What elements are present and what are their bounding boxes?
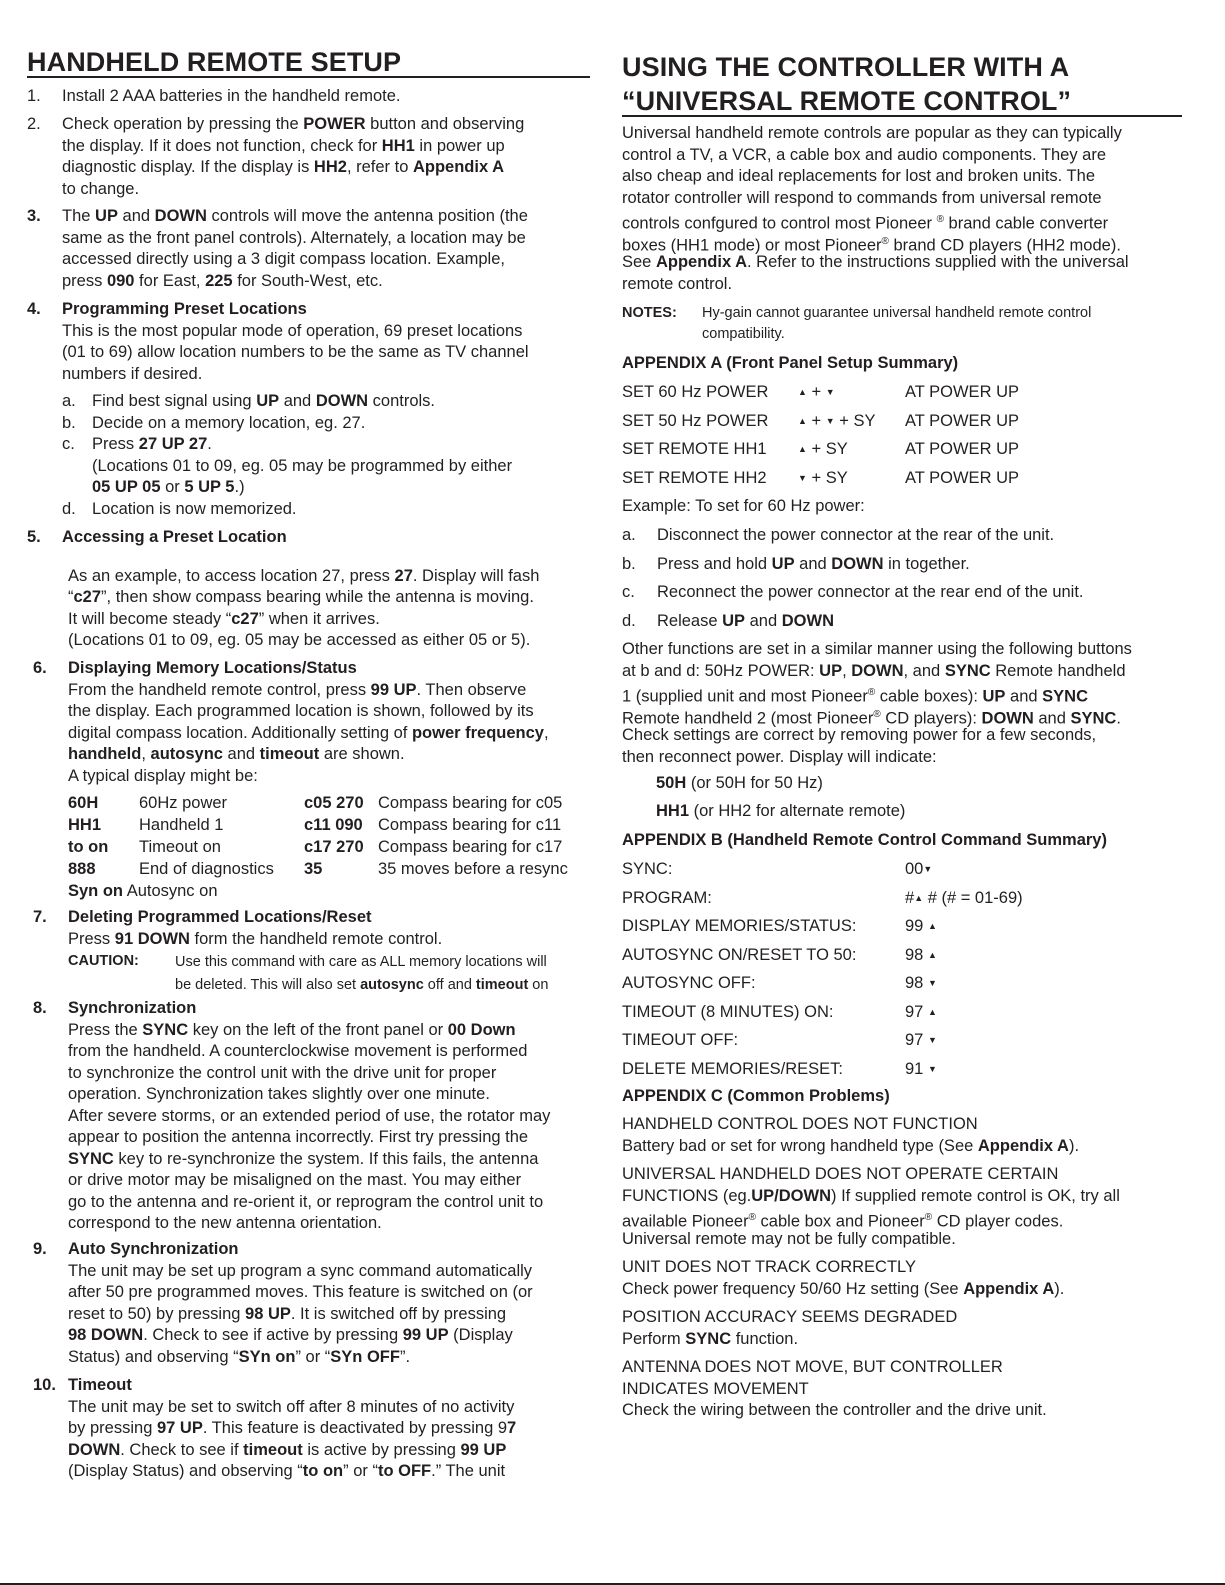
display-meaning: End of diagnostics <box>139 860 274 878</box>
substep-text: Decide on a memory location, eg. 27. <box>92 413 366 432</box>
up-arrow-icon: ▲ <box>798 444 807 454</box>
step-number: 1. <box>27 87 41 105</box>
bold-term: timeout <box>243 1440 303 1459</box>
section-title-line-1: USING THE CONTROLLER WITH A <box>622 52 1070 82</box>
problem-line: UNIVERSAL HANDHELD DOES NOT OPERATE CERTAIN <box>622 1165 1059 1183</box>
appendix-a-row <box>622 468 1182 490</box>
step-number: 10. <box>33 1376 56 1394</box>
example-step-text: Reconnect the power connector at the rear end of the unit. <box>657 583 1084 601</box>
display-code: HH1 <box>68 816 102 834</box>
display-code: Syn on <box>68 882 124 900</box>
bearing-meaning: Compass bearing for c11 <box>378 816 562 834</box>
display-row <box>68 793 608 815</box>
step-text-line: As an example, to access location 27, press 27. Display will fash <box>68 566 540 585</box>
substep-text: Find best signal using UP and DOWN controls. <box>92 392 436 410</box>
bold-term: DOWN <box>831 554 884 573</box>
bold-term: HH1 <box>381 136 415 155</box>
command-row <box>622 1030 1182 1052</box>
display-row <box>68 837 608 859</box>
step-text-line: From the handheld remote control, press 99 UP. Then observe <box>68 680 527 699</box>
bold-term: Appendix A <box>963 1279 1055 1298</box>
bold-term: SYNC <box>1042 687 1088 706</box>
down-arrow-icon: ▼ <box>927 1063 937 1074</box>
bold-term: handheld <box>68 745 142 763</box>
command-row <box>622 1059 1182 1081</box>
setting-name: SET REMOTE HH2 <box>622 468 767 487</box>
bold-term: UP <box>256 392 280 410</box>
step-text-line: after 50 pre programmed moves. This feature is switched on (or <box>68 1283 533 1301</box>
intro-text-line: controls confgured to control most Pioneer ® brand cable converter <box>622 214 1109 233</box>
bold-term: 91 DOWN <box>114 929 190 948</box>
bold-term: 97 UP <box>156 1419 203 1437</box>
other-functions-line: then reconnect power. Display will indicate: <box>622 747 937 766</box>
other-functions-line: Check settings are correct by removing power for a few seconds, <box>622 726 1097 744</box>
step-text-line: reset to 50) by pressing 98 UP. It is switched off by pressing <box>68 1304 507 1323</box>
typical-display-table <box>68 793 608 903</box>
bold-term: Deleting Programmed Locations/Reset <box>68 908 372 926</box>
bold-term: UP <box>722 611 746 630</box>
bold-term: Synchronization <box>68 999 197 1017</box>
setting-name: SET 60 Hz POWER <box>622 383 769 401</box>
key-combination: ▲ + ▼ + SY <box>798 411 876 430</box>
substep-letter: a. <box>62 392 76 410</box>
bold-term: UP <box>982 687 1006 706</box>
bold-term: 090 <box>106 271 135 290</box>
step-text-line: from the handheld. A counterclockwise movement is performed <box>68 1042 528 1060</box>
intro-text-line: control a TV, a VCR, a cable box and audio components. They are <box>622 145 1106 164</box>
key-combination: ▼ + SY <box>798 468 848 487</box>
down-arrow-icon: ▼ <box>825 387 835 397</box>
step-text-line: numbers if desired. <box>62 364 203 383</box>
appendix-c-title: APPENDIX C (Common Problems) <box>622 1087 890 1105</box>
step-number: 3. <box>27 207 41 225</box>
bearing-code: 35 <box>304 860 323 878</box>
problem-line: HANDHELD CONTROL DOES NOT FUNCTION <box>622 1115 978 1133</box>
bearing-meaning: 35 moves before a resync <box>378 860 568 878</box>
bold-term: SYNC <box>1070 709 1117 727</box>
notes-label: NOTES: <box>622 305 677 321</box>
bold-term: DOWN <box>154 207 207 225</box>
command-name: TIMEOUT OFF: <box>622 1031 739 1049</box>
bold-term: timeout <box>259 745 320 763</box>
substep-text: (Locations 01 to 09, eg. 05 may be programmed by either <box>92 456 513 475</box>
command-row <box>622 945 1182 967</box>
registered-mark: ® <box>936 214 944 225</box>
bearing-meaning: Compass bearing for c17 <box>378 838 563 856</box>
bold-term: UP <box>95 207 118 225</box>
appendix-a-title: APPENDIX A (Front Panel Setup Summary) <box>622 354 959 372</box>
problem-line: Universal remote may not be fully compatible. <box>622 1229 956 1248</box>
step-text-line: DOWN. Check to see if timeout is active by pressing 99 UP <box>68 1440 507 1459</box>
example-step-letter: d. <box>622 611 636 630</box>
bold-term: UP/DOWN <box>751 1186 832 1205</box>
problem-line: FUNCTIONS (eg.UP/DOWN) If supplied remote control is OK, try all <box>622 1186 1120 1205</box>
section-title-line-2: “UNIVERSAL REMOTE CONTROL” <box>622 86 1072 116</box>
example-step-text: Press and hold UP and DOWN in together. <box>657 554 970 573</box>
bold-term: SYNC <box>944 661 991 680</box>
down-arrow-icon: ▼ <box>798 472 807 483</box>
setting-timing: AT POWER UP <box>905 468 1019 487</box>
down-arrow-icon: ▼ <box>927 1035 937 1045</box>
display-row: Syn on Autosync on <box>68 882 218 900</box>
bold-term: 50H <box>656 774 687 792</box>
example-step-letter: a. <box>622 526 636 544</box>
step-text-line: It will become steady “c27” when it arrives. <box>68 609 380 628</box>
step-text-line: After severe storms, or an extended period of use, the rotator may <box>68 1106 551 1125</box>
bold-term: SYNC <box>142 1020 189 1039</box>
command-keys: 99 ▲ <box>905 917 937 935</box>
intro-text-line: Universal handheld remote controls are popular as they can typically <box>622 124 1122 142</box>
bold-term: timeout <box>475 977 529 993</box>
bold-term: 98 DOWN <box>68 1326 144 1344</box>
bearing-meaning: Compass bearing for c05 <box>378 794 563 812</box>
step-text-line: “c27”, then show compass bearing while the antenna is moving. <box>68 588 534 606</box>
up-arrow-icon: ▲ <box>927 1006 937 1017</box>
registered-mark: ® <box>867 687 876 698</box>
bearing-code: c11 090 <box>304 816 363 834</box>
bold-term: Displaying Memory Locations/Status <box>68 659 357 677</box>
step-text-line: Press the SYNC key on the left of the front panel or 00 Down <box>68 1020 516 1039</box>
caution-text: Use this command with care as ALL memory locations will <box>175 954 547 970</box>
command-keys: 97 ▼ <box>905 1031 937 1049</box>
step-heading <box>62 527 592 549</box>
problem-line: Battery bad or set for wrong handheld type (See Appendix A). <box>622 1136 1080 1155</box>
command-keys: 00▼ <box>905 860 933 878</box>
bold-term: Appendix A <box>977 1136 1069 1155</box>
step-text-line: correspond to the new antenna orientation. <box>68 1214 382 1232</box>
problem-line: Perform SYNC function. <box>622 1329 799 1348</box>
substep-letter: b. <box>62 413 76 432</box>
step-heading <box>68 998 598 1020</box>
command-name: DELETE MEMORIES/RESET: <box>622 1059 843 1078</box>
bold-term: Auto Synchronization <box>68 1240 239 1258</box>
command-name: PROGRAM: <box>622 888 712 907</box>
step-text-line: or drive motor may be misaligned on the mast. You may either <box>68 1171 522 1189</box>
bold-term: UP <box>771 554 795 573</box>
example-step-text: Disconnect the power connector at the rear of the unit. <box>657 526 1055 544</box>
bold-term: SYn OFF <box>330 1347 400 1366</box>
down-arrow-icon: ▼ <box>927 978 937 988</box>
substep-letter: d. <box>62 499 76 518</box>
bold-term: c27 <box>73 588 102 606</box>
example-step-letter: c. <box>622 583 635 601</box>
command-keys: 97 ▲ <box>905 1002 937 1021</box>
step-text-line: same as the front panel controls). Alternately, a location may be <box>62 228 526 247</box>
problem-line: INDICATES MOVEMENT <box>622 1379 809 1398</box>
setting-name: SET 50 Hz POWER <box>622 411 769 430</box>
bold-term: UP <box>819 661 843 680</box>
bold-term: Programming Preset Locations <box>62 300 307 318</box>
step-text-line: to synchronize the control unit with the drive unit for proper <box>68 1063 497 1082</box>
step-heading <box>62 299 592 321</box>
setting-timing: AT POWER UP <box>905 411 1019 430</box>
bold-term: 99 UP <box>402 1326 449 1344</box>
bold-term: Appendix A <box>655 253 748 271</box>
bold-term: autosync <box>360 977 424 993</box>
step-text-line: by pressing 97 UP. This feature is deactivated by pressing 97 <box>68 1419 517 1437</box>
step-text-line: SYNC key to re-synchronize the system. If this fails, the antenna <box>68 1149 539 1168</box>
display-row <box>68 815 608 837</box>
bold-term: 27 UP 27 <box>138 435 208 453</box>
bearing-code: c17 270 <box>304 838 364 856</box>
bold-term: power frequency <box>411 723 544 742</box>
step-number: 6. <box>33 659 47 677</box>
problem-line: Check the wiring between the controller and the drive unit. <box>622 1401 1047 1419</box>
bold-term: 7 <box>507 1419 517 1437</box>
caution-label: CAUTION: <box>68 953 139 969</box>
bold-term: 27 <box>394 566 413 585</box>
step-number: 2. <box>27 115 41 133</box>
step-text-line: digital compass location. Additionally setting of power frequency, <box>68 723 549 742</box>
step-text-line: the display. Each programmed location is shown, followed by its <box>68 702 534 720</box>
command-row <box>622 888 1182 910</box>
step-heading <box>68 1239 598 1261</box>
key-combination: ▲ + ▼ <box>798 383 835 401</box>
display-meaning: Timeout on <box>139 838 221 856</box>
appendix-a-row <box>622 382 1182 404</box>
step-number: 9. <box>33 1240 47 1258</box>
bold-term: 99 UP <box>460 1440 507 1459</box>
problem-line: Check power frequency 50/60 Hz setting (See Appendix A). <box>622 1279 1065 1298</box>
command-row <box>622 859 1182 881</box>
appendix-b-title: APPENDIX B (Handheld Remote Control Command Summary) <box>622 831 1107 849</box>
bold-term: DOWN <box>981 709 1034 727</box>
step-text-line: (Locations 01 to 09, eg. 05 may be accessed as either 05 or 5). <box>68 631 531 649</box>
bold-term: DOWN <box>315 392 369 410</box>
substep-text: 05 UP 05 or 5 UP 5.) <box>92 478 245 496</box>
display-meaning: 60Hz power <box>139 794 228 812</box>
bold-term: DOWN <box>68 1440 121 1459</box>
command-row <box>622 1002 1182 1024</box>
problem-line: ANTENNA DOES NOT MOVE, BUT CONTROLLER <box>622 1358 1003 1376</box>
step-text-line: handheld, autosync and timeout are shown. <box>68 745 405 763</box>
substep-letter: c. <box>62 435 75 453</box>
registered-mark: ® <box>873 708 881 720</box>
display-indication: HH1 (or HH2 for alternate remote) <box>656 802 906 820</box>
step-heading <box>68 907 598 929</box>
bold-term: c27 <box>231 609 259 628</box>
step-text-line: This is the most popular mode of operation, 69 preset locations <box>62 321 523 340</box>
command-keys: 91 ▼ <box>905 1059 937 1078</box>
up-arrow-icon: ▲ <box>798 415 807 426</box>
display-code: 888 <box>68 860 96 878</box>
down-arrow-icon: ▼ <box>825 415 835 426</box>
other-functions-line: 1 (supplied unit and most Pioneer® cable boxes): UP and SYNC <box>622 687 1088 706</box>
step-text-line: the display. If it does not function, check for HH1 in power up <box>62 136 505 155</box>
up-arrow-icon: ▲ <box>927 921 937 931</box>
step-text-line: operation. Synchronization takes slightly over one minute. <box>68 1085 490 1103</box>
bold-term: SYNC <box>685 1329 732 1348</box>
step-text-line: accessed directly using a 3 digit compass location. Example, <box>62 250 505 268</box>
step-text-line: 98 DOWN. Check to see if active by pressing 99 UP (Display <box>68 1326 513 1344</box>
example-step-text: Release UP and DOWN <box>657 611 834 630</box>
bold-term: 99 UP <box>370 680 417 699</box>
command-name: TIMEOUT (8 MINUTES) ON: <box>622 1002 834 1021</box>
section-title-handheld-remote-setup: HANDHELD REMOTE SETUP <box>27 45 590 78</box>
step-heading <box>68 658 598 680</box>
problem-line: POSITION ACCURACY SEEMS DEGRADED <box>622 1308 958 1326</box>
command-keys: #▲ # (# = 01-69) <box>905 888 1023 907</box>
display-indication: 50H (or 50H for 50 Hz) <box>656 774 823 792</box>
step-text-line: The unit may be set to switch off after 8 minutes of no activity <box>68 1397 515 1416</box>
up-arrow-icon: ▲ <box>927 949 937 960</box>
display-row <box>68 859 608 881</box>
other-functions-line: at b and d: 50Hz POWER: UP, DOWN, and SYNC Remote handheld <box>622 661 1126 680</box>
bold-term: HH2 <box>313 158 347 176</box>
bold-term: 5 UP 5 <box>184 478 235 496</box>
step-text-line: A typical display might be: <box>68 766 258 785</box>
appendix-a-row <box>622 411 1182 433</box>
bold-term: 225 <box>205 271 233 290</box>
down-arrow-icon: ▼ <box>923 864 933 874</box>
bold-term: Accessing a Preset Location <box>62 528 287 546</box>
display-code: 60H <box>68 794 99 812</box>
registered-mark: ® <box>748 1212 756 1223</box>
display-code: to on <box>68 838 109 856</box>
bold-term: to on <box>302 1462 344 1480</box>
command-name: AUTOSYNC OFF: <box>622 974 756 992</box>
intro-text-line: boxes (HH1 mode) or most Pioneer® brand CD players (HH2 mode). <box>622 235 1121 254</box>
substep-text: Location is now memorized. <box>92 499 297 518</box>
problem-line: available Pioneer® cable box and Pioneer® CD player codes. <box>622 1212 1064 1231</box>
step-text-line: to change. <box>62 179 140 198</box>
substep-text: Press 27 UP 27. <box>92 435 212 453</box>
bold-term: 00 Down <box>447 1020 516 1039</box>
step-number: 8. <box>33 999 47 1017</box>
setting-name: SET REMOTE HH1 <box>622 440 767 458</box>
command-name: SYNC: <box>622 860 673 878</box>
bold-term: 05 UP 05 <box>92 478 161 496</box>
up-arrow-icon: ▲ <box>914 892 924 903</box>
notes-text: Hy-gain cannot guarantee universal handheld remote control <box>702 305 1092 321</box>
command-row <box>622 916 1182 938</box>
step-text-line: Press 91 DOWN form the handheld remote control. <box>68 929 443 948</box>
other-functions-line: Remote handheld 2 (most Pioneer® CD players): DOWN and SYNC. <box>622 708 1121 727</box>
problem-line: UNIT DOES NOT TRACK CORRECTLY <box>622 1258 916 1276</box>
step-heading <box>68 1375 598 1397</box>
step-text: Install 2 AAA batteries in the handheld remote. <box>62 87 401 105</box>
step-number: 7. <box>33 908 47 926</box>
key-combination: ▲ + SY <box>798 440 848 458</box>
intro-text-line: also cheap and ideal replacements for lost and broken units. The <box>622 167 1095 185</box>
setting-timing: AT POWER UP <box>905 440 1019 458</box>
example-title: Example: To set for 60 Hz power: <box>622 497 865 515</box>
notes-text: compatibility. <box>702 326 785 342</box>
registered-mark: ® <box>924 1212 933 1223</box>
step-text-line: The unit may be set up program a sync command automatically <box>68 1261 533 1280</box>
registered-mark: ® <box>881 235 889 247</box>
intro-text-line: rotator controller will respond to commands from universal remote <box>622 188 1102 207</box>
other-functions-line: Other functions are set in a similar manner using the following buttons <box>622 640 1132 658</box>
command-name: AUTOSYNC ON/RESET TO 50: <box>622 945 857 964</box>
step-text-line: diagnostic display. If the display is HH2, refer to Appendix A <box>62 158 505 176</box>
bold-term: 98 UP <box>245 1304 291 1323</box>
step-text-line: press 090 for East, 225 for South-West, etc. <box>62 271 383 290</box>
step-number: 4. <box>27 300 41 318</box>
bold-term: SYn on <box>238 1347 296 1366</box>
bold-term: HH1 <box>656 802 690 820</box>
bold-term: DOWN <box>781 611 834 630</box>
display-meaning: Handheld 1 <box>139 816 224 834</box>
step-text-line: appear to position the antenna incorrectly. First try pressing the <box>68 1128 529 1146</box>
command-keys: 98 ▼ <box>905 974 937 992</box>
bold-term: Appendix A <box>412 158 505 176</box>
command-name: DISPLAY MEMORIES/STATUS: <box>622 917 857 935</box>
step-number: 5. <box>27 528 41 546</box>
up-arrow-icon: ▲ <box>798 387 807 397</box>
step-text-line: Status) and observing “SYn on” or “SYn OFF”. <box>68 1347 411 1366</box>
step-text-line: (01 to 69) allow location numbers to be the same as TV channel <box>62 343 529 361</box>
caution-text: be deleted. This will also set autosync off and timeout on <box>175 977 549 993</box>
intro-text-line: See Appendix A. Refer to the instructions supplied with the universal <box>622 253 1129 271</box>
example-step-letter: b. <box>622 554 636 573</box>
bold-term: Timeout <box>68 1376 132 1394</box>
bearing-code: c05 270 <box>304 794 364 812</box>
bold-term: autosync <box>150 745 223 763</box>
bold-term: SYNC <box>68 1149 114 1168</box>
step-text-line: Check operation by pressing the POWER button and observing <box>62 115 525 133</box>
step-text-line: go to the antenna and re-orient it, or reprogram the control unit to <box>68 1192 544 1211</box>
intro-text-line: remote control. <box>622 274 733 293</box>
command-keys: 98 ▲ <box>905 945 937 964</box>
command-row <box>622 973 1182 995</box>
bold-term: to OFF <box>377 1462 432 1480</box>
step-text-line: The UP and DOWN controls will move the antenna position (the <box>62 207 528 225</box>
setting-timing: AT POWER UP <box>905 383 1019 401</box>
appendix-a-row <box>622 439 1182 461</box>
section-title-universal-remote <box>622 50 1182 117</box>
step-text-line: (Display Status) and observing “to on” or “to OFF.” The unit <box>68 1462 506 1480</box>
bold-term: POWER <box>303 115 366 133</box>
bold-term: DOWN <box>851 661 904 680</box>
